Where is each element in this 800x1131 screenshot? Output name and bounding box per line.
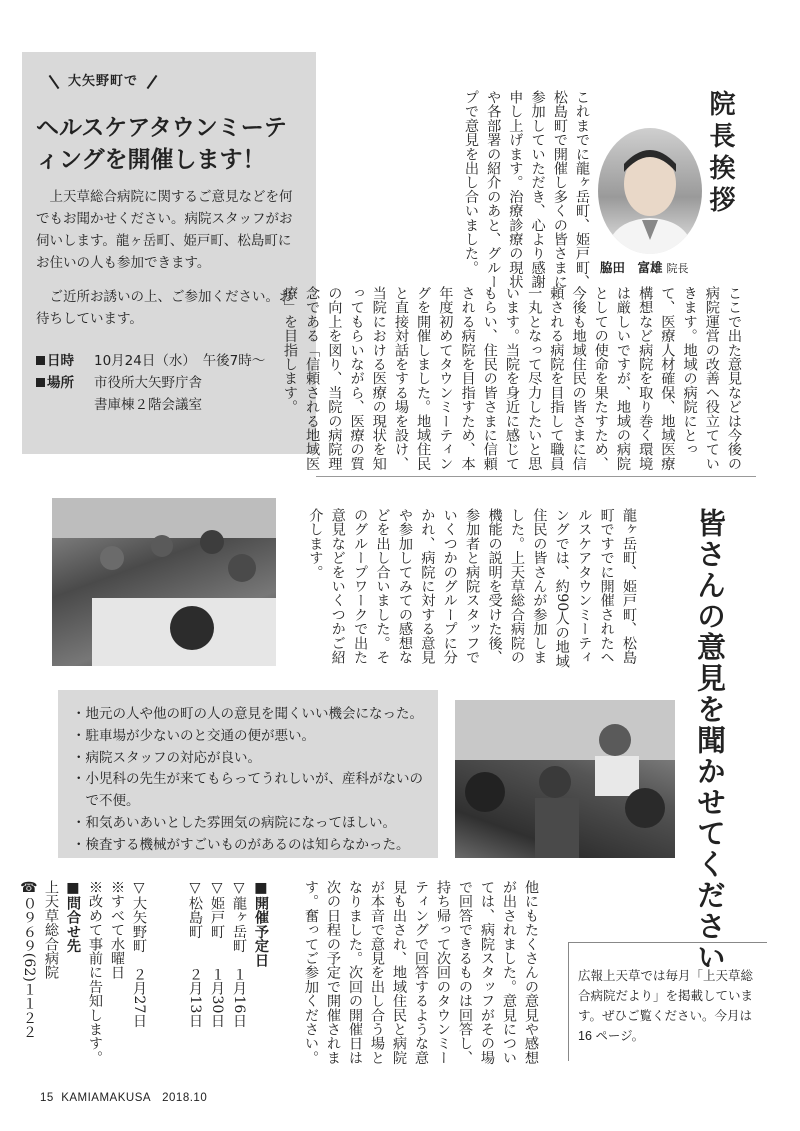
portrait-illustration (598, 128, 702, 254)
schedule-heading: ■開催予定日 (253, 880, 269, 967)
event-paragraph: ご近所お誘いの上、ご参加ください。お待ちしています。 (36, 289, 293, 327)
event-place-row: 場所 市役所大矢野庁舎 (36, 372, 298, 394)
opinions-intro: 龍ヶ岳町、姫戸町、松島町ですでに開催されたヘルスケアタウンミーティングでは、約90人の地域住民の皆さんが参加しました。上天草総合病院の機能の説明を受けた後、参加者と病院スタッフでいくつかのグループに分かれ、病院に対する意見や参加してみての感想などを出し合いました。そのグループワークで出た意見などをいくつかご紹介します。 (307, 508, 637, 669)
contact-phone: ☎０９６９(62)１１２２ (21, 880, 37, 1039)
list-item: ・駐車場が少ないのと交通の便が悪い。 (72, 727, 315, 744)
director-text-column-1: これまでに龍ヶ岳町、姫戸町、松島町で開催し多くの皆さまに参加していただき、心より感謝申し上げます。治療診療の現状や各部署の紹介のあと、グループで意見を出し合いました。 (462, 90, 590, 289)
slash-decoration (147, 74, 158, 88)
opinions-list (72, 704, 436, 857)
page-footer (40, 1092, 207, 1104)
closing-text: 他にもたくさんの意見や感想が出されました。意見については、病院スタッフがその場で回答できるものは回答し、持ち帰って次回のタウンミーティングで回答するような意見も出され、地域住民と病院が本音で意見を出し合う場となりました。次回の開催日は次の日程の予定で開催されます。奮ってご参加ください。 (303, 880, 539, 1065)
square-bullet-icon (36, 378, 45, 387)
list-item: ・小児科の先生が来てもらってうれしいが、産科がないので不便。 (72, 771, 423, 810)
section-divider (316, 476, 756, 477)
event-location-tag: 大矢野町で (40, 70, 166, 89)
magazine-name: KAMIAMAKUSA (61, 1092, 152, 1104)
contact-org: 上天草総合病院 (43, 880, 59, 980)
meeting-photo-illustration (455, 700, 675, 858)
director-photo (598, 128, 702, 254)
square-bullet-icon (36, 356, 45, 365)
schedule-row: ▽姫戸町 １月30日 (209, 880, 225, 1028)
director-greeting-title: 院長挨拶 (705, 90, 735, 218)
schedule-row: ▽龍ヶ岳町 １月16日 (231, 880, 247, 1028)
meeting-photo-illustration (52, 498, 276, 666)
list-item: ・和気あいあいとした雰囲気の病院になってほしい。 (72, 814, 396, 831)
director-name: 脇田 富雄 院長 (600, 260, 689, 275)
list-item: ・病院スタッフの対応が良い。 (72, 749, 261, 766)
director-text-column-2: ここで出た意見などは今後の病院運営の改善へ役立てていきます。地域の病院にとって、医療人材確保、地域医療構想など病院を取り巻く環境は厳しいですが、地域の病院としての使命を果たすため、今後も地域住民の皆さまに信頼される病院を目指して職員一丸となって尽力したいと思います。当院を身近に感じてもらい、住民の皆さまに信頼される病院を目指すため、本年度初めてタウンミーティングを開催しました。地域住民と直接対話をする場を設け、当院における医療の現状を知ってもらいながら、医療の質の向上を図り、当院の病院理念である「信頼される地域医療」を目指します。 (281, 286, 742, 471)
event-paragraph: 上天草総合病院に関するご意見などを何でもお聞かせください。病院スタッフがお伺いします。龍ヶ岳町、姫戸町、松島町にお住いの人も参加できます。 (36, 189, 293, 271)
list-item: ・地元の人や他の町の人の意見を聞くいい機会になった。 (72, 706, 423, 722)
schedule-note: ※すべて水曜日 (109, 880, 125, 980)
page-number: 15 (40, 1092, 54, 1104)
meeting-photo (52, 498, 276, 666)
contact-heading: ■問合せ先 (65, 880, 81, 953)
event-place-row-2: 書庫棟２階会議室 (94, 397, 202, 413)
event-title: ヘルスケアタウンミーティングを開催します！ (36, 115, 287, 173)
opinions-title: 皆さんの意見を聞かせてください (693, 508, 727, 973)
schedule-row: ▽大矢野町 ２月27日 (131, 880, 147, 1028)
contact-block (21, 880, 150, 1076)
slash-decoration (49, 74, 60, 88)
schedule-block (187, 880, 272, 1076)
meeting-photo (455, 700, 675, 858)
schedule-row: ▽松島町 ２月13日 (187, 880, 203, 1028)
event-date-row: 日時 10月24日（水） 午後7時～ (36, 350, 298, 372)
issue-date: 2018.10 (162, 1092, 208, 1104)
schedule-note: ※改めて事前に告知します。 (87, 880, 103, 1065)
event-body (36, 186, 298, 416)
promo-text: 広報上天草では毎月「上天草総合病院だより」を掲載しています。ぜひご覧ください。今月は 16 ページ。 (578, 969, 754, 1043)
list-item: ・検査する機械がすごいものがあるのは知らなかった。 (72, 836, 410, 853)
